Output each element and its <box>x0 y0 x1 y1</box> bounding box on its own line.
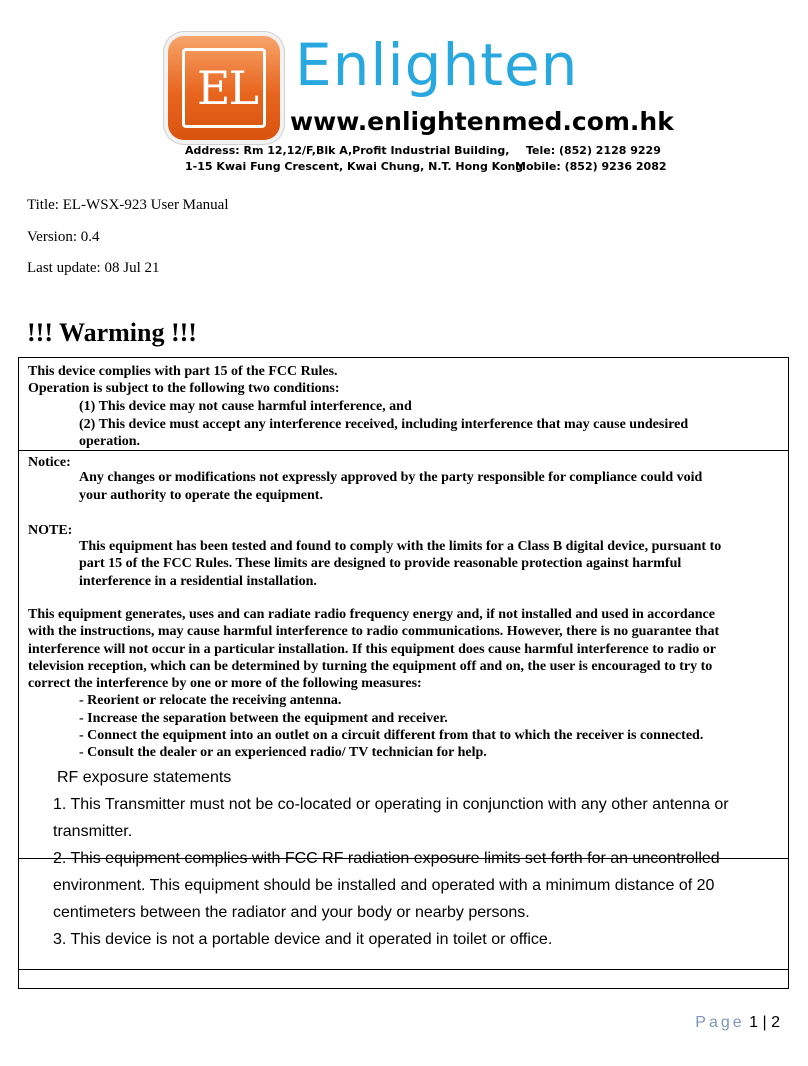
rf-item-2-cont2: centimeters between the radiator and your body or nearby persons. <box>53 904 530 921</box>
compliance-box <box>18 357 789 989</box>
fcc-condition-1: (1) This device may not cause harmful interference, and <box>79 399 412 414</box>
page-separator: | <box>762 1014 767 1031</box>
fcc-condition-2: (2) This device must accept any interference received, including interference that may cause undesired <box>79 417 689 432</box>
rf-item-1: 1. This Transmitter must not be co-located or operating in conjunction with any other antenna or <box>53 796 729 813</box>
note-label: NOTE: <box>28 523 73 538</box>
page-label: Page <box>695 1014 745 1031</box>
warning-heading: !!! Warming !!! <box>27 318 197 347</box>
rf-item-1-cont: transmitter. <box>53 823 133 840</box>
website-url: www.enlightenmed.com.hk <box>290 107 674 136</box>
measure-item: - Consult the dealer or an experienced radio/ TV technician for help. <box>79 745 487 760</box>
contact-block <box>515 143 667 175</box>
rf-exposure-section <box>19 760 788 970</box>
mobile: Mobile: (852) 9236 2082 <box>515 160 667 173</box>
page-footer <box>660 1013 780 1033</box>
note-line-2: part 15 of the FCC Rules. These limits are designed to provide reasonable protection against harmful <box>79 556 682 571</box>
doc-title: Title: EL-WSX-923 User Manual <box>27 197 229 213</box>
company-logo <box>168 36 280 140</box>
note-line-3: interference in a residential installation. <box>79 574 317 589</box>
measure-item: - Connect the equipment into an outlet on a circuit different from that to which the receiver is connected. <box>79 728 704 743</box>
logo-letters: EL <box>196 61 258 115</box>
notice-line-2: your authority to operate the equipment. <box>79 488 323 503</box>
fcc-line-1: This device complies with part 15 of the FCC Rules. <box>28 364 338 379</box>
page-number: 1 <box>749 1014 759 1031</box>
measure-item: - Reorient or relocate the receiving antenna. <box>79 693 342 708</box>
rf-item-2-cont: environment. This equipment should be installed and operated with a minimum distance of 20 <box>53 877 715 894</box>
brand-name: Enlighten <box>295 31 579 99</box>
rf-item-2: 2. This equipment complies with FCC RF radiation exposure limits set forth for an uncontrolled <box>53 850 720 867</box>
notice-line-1: Any changes or modifications not expressly approved by the party responsible for compliance could void <box>79 470 703 485</box>
fcc-section <box>19 358 788 451</box>
generates-line-1: This equipment generates, uses and can radiate radio frequency energy and, if not installed and used in accordance <box>28 607 715 622</box>
address-line-2: 1-15 Kwai Fung Crescent, Kwai Chung, N.T. Hong Kong <box>185 160 524 173</box>
page-total: 2 <box>771 1014 780 1031</box>
notice-label: Notice: <box>28 455 71 470</box>
fcc-condition-2-cont: operation. <box>79 434 141 449</box>
doc-version: Version: 0.4 <box>27 229 100 245</box>
measure-item: - Increase the separation between the equipment and receiver. <box>79 711 448 726</box>
generates-line-3: interference will not occur in a particular installation. If this equipment does cause harmful interference to radio or <box>28 642 717 657</box>
generates-line-5: correct the interference by one or more of the following measures: <box>28 676 422 691</box>
telephone: Tele: (852) 2128 9229 <box>526 144 661 157</box>
letterhead <box>0 0 808 180</box>
note-line-1: This equipment has been tested and found to comply with the limits for a Class B digital device, pursuant to <box>79 539 722 554</box>
fcc-line-2: Operation is subject to the following two conditions: <box>28 381 340 396</box>
rf-item-3: 3. This device is not a portable device and it operated in toilet or office. <box>53 931 553 948</box>
generates-line-4: television reception, which can be determined by turning the equipment off and on, the user is encouraged to try to <box>28 659 713 674</box>
doc-last-update: Last update: 08 Jul 21 <box>27 260 160 276</box>
address-line-1: Address: Rm 12,12/F,Blk A,Profit Industrial Building, <box>185 144 510 157</box>
rf-heading: RF exposure statements <box>57 769 232 786</box>
generates-line-2: with the instructions, may cause harmful interference to radio communications. However, there is no guarantee that <box>28 624 720 639</box>
address-block <box>185 143 523 175</box>
